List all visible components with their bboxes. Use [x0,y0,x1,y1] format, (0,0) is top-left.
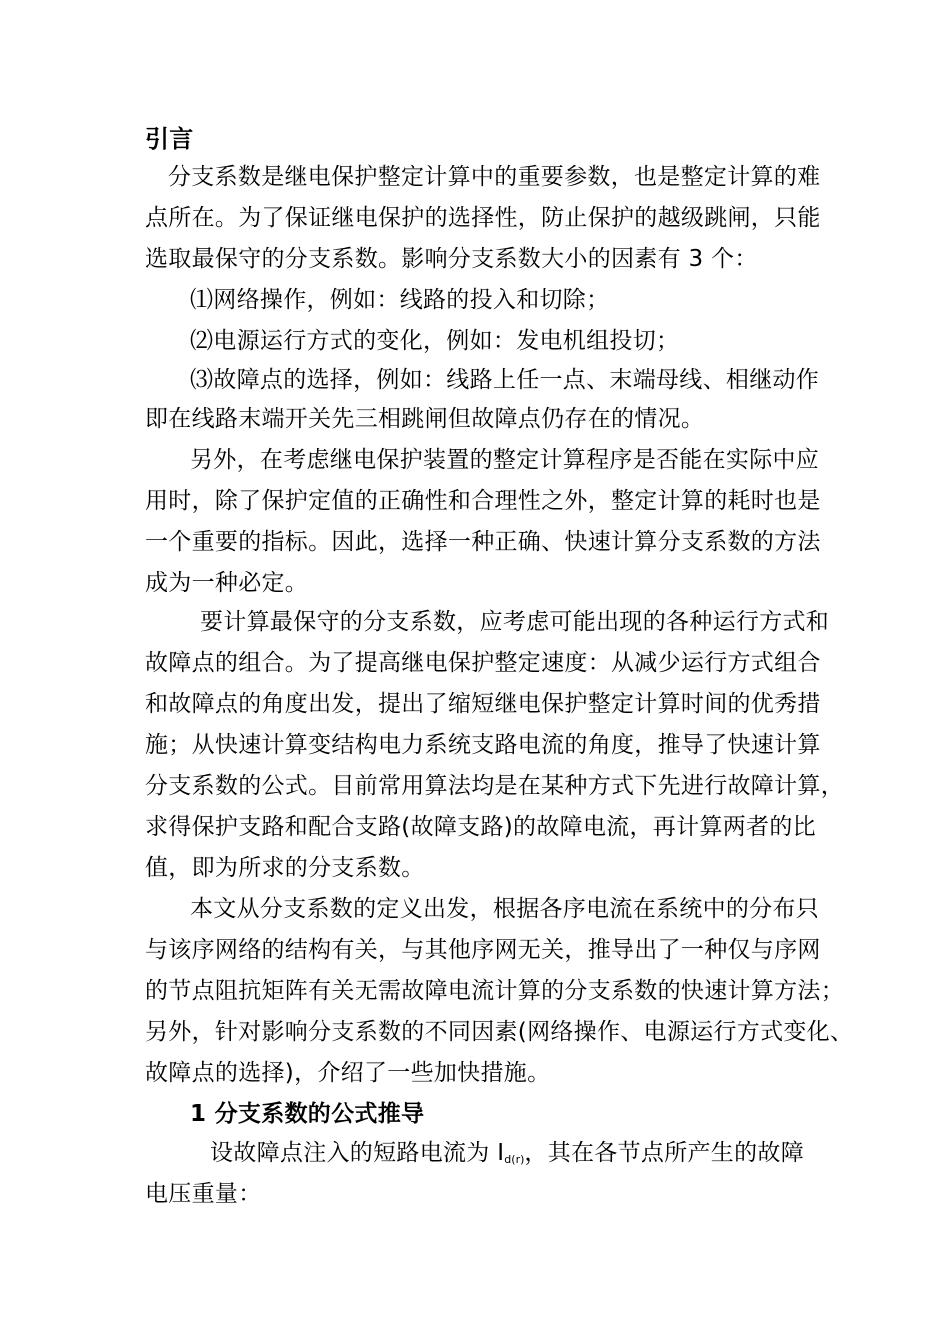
paragraph-line: 电压重量： [145,1181,262,1207]
paragraph-line: 本文从分支系数的定义出发，根据各序电流在系统中的分布只 [190,896,820,922]
section-title: 1 分支系数的公式推导 [190,1101,425,1127]
paragraph-line: 要计算最保守的分支系数，应考虑可能出现的各种运行方式和 [200,609,830,635]
heading-introduction: 引言 [145,125,194,153]
paragraph-line: 施；从快速计算变结构电力系统支路电流的角度，推导了快速计算 [145,732,821,758]
paragraph-line: 一个重要的指标。因此，选择一种正确、快速计算分支系数的方法 [145,529,821,555]
paragraph-line [210,1138,804,1175]
paragraph-line: 分支系数是继电保护整定计算中的重要参数，也是整定计算的难 [168,164,821,190]
paragraph-line: 选取最保守的分支系数。影响分支系数大小的因素有 3 个： [145,246,758,272]
paragraph-line: 故障点的选择)，介绍了一些加快措施。 [145,1060,551,1086]
paragraph-line: 值，即为所求的分支系数。 [145,855,425,881]
paragraph-line: 成为一种必定。 [145,570,309,596]
paragraph-line: 与该序网络的结构有关，与其他序网无关，推导出了一种仅与序网 [145,937,821,963]
current-subscript: d(r) [504,1153,525,1166]
list-item: ⑵电源运行方式的变化，例如：发电机组投切； [190,328,680,354]
paragraph-line: 的节点阻抗矩阵有关无需故障电流计算的分支系数的快速计算方法； [145,978,844,1004]
paragraph-line: 求得保护支路和配合支路(故障支路)的故障电流，再计算两者的比 [145,814,816,840]
paragraph-line: 和故障点的角度出发，提出了缩短继电保护整定计算时间的优秀措 [145,691,821,717]
paragraph-line: 用时，除了保护定值的正确性和合理性之外，整定计算的耗时也是 [145,488,821,514]
paragraph-line: 故障点的组合。为了提高继电保护整定速度：从减少运行方式组合 [145,650,821,676]
paragraph-line: 另外，针对影响分支系数的不同因素(网络操作、电源运行方式变化、 [145,1019,854,1045]
paragraph-line: 点所在。为了保证继电保护的选择性，防止保护的越级跳闸，只能 [145,205,821,231]
paragraph-line: 另外，在考虑继电保护装置的整定计算程序是否能在实际中应 [190,447,820,473]
formula-text-after: ，其在各节点所产生的故障 [524,1140,804,1166]
list-item: ⑶故障点的选择，例如：线路上任一点、末端母线、相继动作 [190,367,820,393]
formula-text-before: 设故障点注入的短路电流为 I [210,1140,505,1166]
paragraph-line: 分支系数的公式。目前常用算法均是在某种方式下先进行故障计算， [145,773,844,799]
list-item: ⑴网络操作，例如：线路的投入和切除； [190,287,610,313]
paragraph-line: 即在线路末端开关先三相跳闸但故障点仍存在的情况。 [145,406,705,432]
